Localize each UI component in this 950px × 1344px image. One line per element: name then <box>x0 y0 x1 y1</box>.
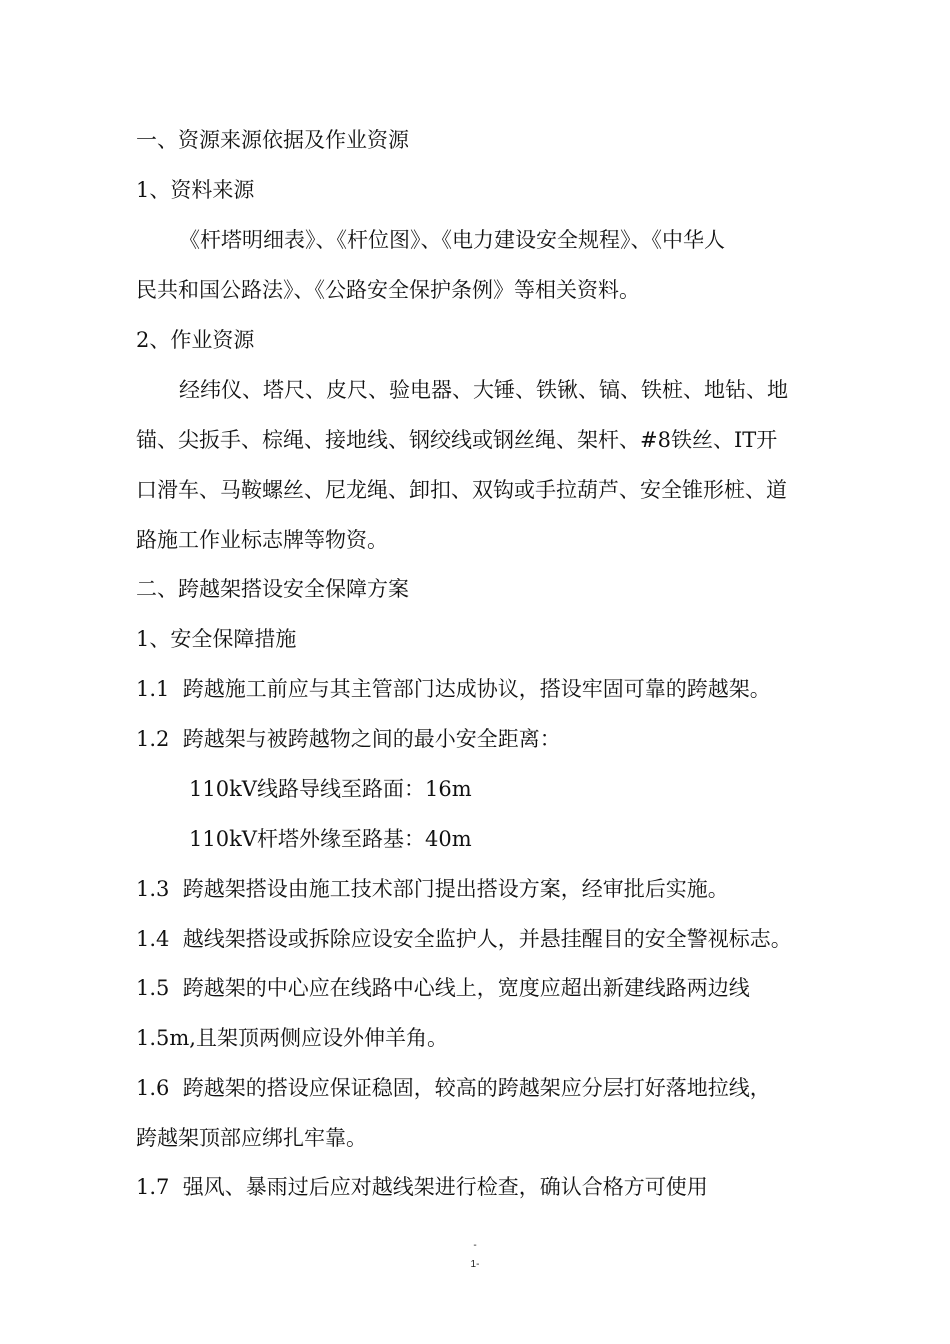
paragraph-line: 经纬仪、塔尺、皮尺、验电器、大锤、铁锹、镐、铁桩、地钻、地 <box>179 378 788 402</box>
clause-1-6: 1.6 跨越架的搭设应保证稳固，较高的跨越架应分层打好落地拉线， <box>136 1076 771 1100</box>
distance-item: 110kV杆塔外缘至路基：40m <box>189 827 472 851</box>
paragraph-line: 路施工作业标志牌等物资。 <box>136 528 388 552</box>
section-heading-2: 二、跨越架搭设安全保障方案 <box>136 577 409 601</box>
paragraph-line: 锚、尖扳手、棕绳、接地线、钢绞线或钢丝绳、架杆、#8铁丝、IT开 <box>136 428 778 452</box>
paragraph-line: 口滑车、马鞍螺丝、尼龙绳、卸扣、双钩或手拉葫芦、安全锥形桩、道 <box>136 478 787 502</box>
clause-1-5-cont: 1.5m,且架顶两侧应设外伸羊角。 <box>136 1026 448 1050</box>
subheading-1-1: 1、资料来源 <box>136 178 255 202</box>
paragraph-line: 民共和国公路法》、《公路安全保护条例》等相关资料。 <box>136 278 640 302</box>
clause-1-3: 1.3 跨越架搭设由施工技术部门提出搭设方案，经审批后实施。 <box>136 877 729 901</box>
clause-1-5: 1.5 跨越架的中心应在线路中心线上，宽度应超出新建线路两边线 <box>136 976 750 1000</box>
subheading-2-1: 1、安全保障措施 <box>136 627 297 651</box>
clause-1-6-cont: 跨越架顶部应绑扎牢靠。 <box>136 1126 367 1150</box>
clause-1-1: 1.1 跨越施工前应与其主管部门达成协议，搭设牢固可靠的跨越架。 <box>136 677 771 701</box>
clause-1-2: 1.2 跨越架与被跨越物之间的最小安全距离： <box>136 727 561 751</box>
page-footer-dash: - <box>473 1240 477 1251</box>
subheading-1-2: 2、作业资源 <box>136 328 255 352</box>
clause-1-4: 1.4 越线架搭设或拆除应设安全监护人，并悬挂醒目的安全警视标志。 <box>136 927 792 951</box>
clause-1-7: 1.7 强风、暴雨过后应对越线架进行检查，确认合格方可使用 <box>136 1175 708 1199</box>
paragraph-line: 《杆塔明细表》、《杆位图》、《电力建设安全规程》、《中华人 <box>179 228 725 252</box>
distance-item: 110kV线路导线至路面：16m <box>189 777 472 801</box>
section-heading-1: 一、资源来源依据及作业资源 <box>136 128 409 152</box>
page-number: 1- <box>470 1259 480 1270</box>
